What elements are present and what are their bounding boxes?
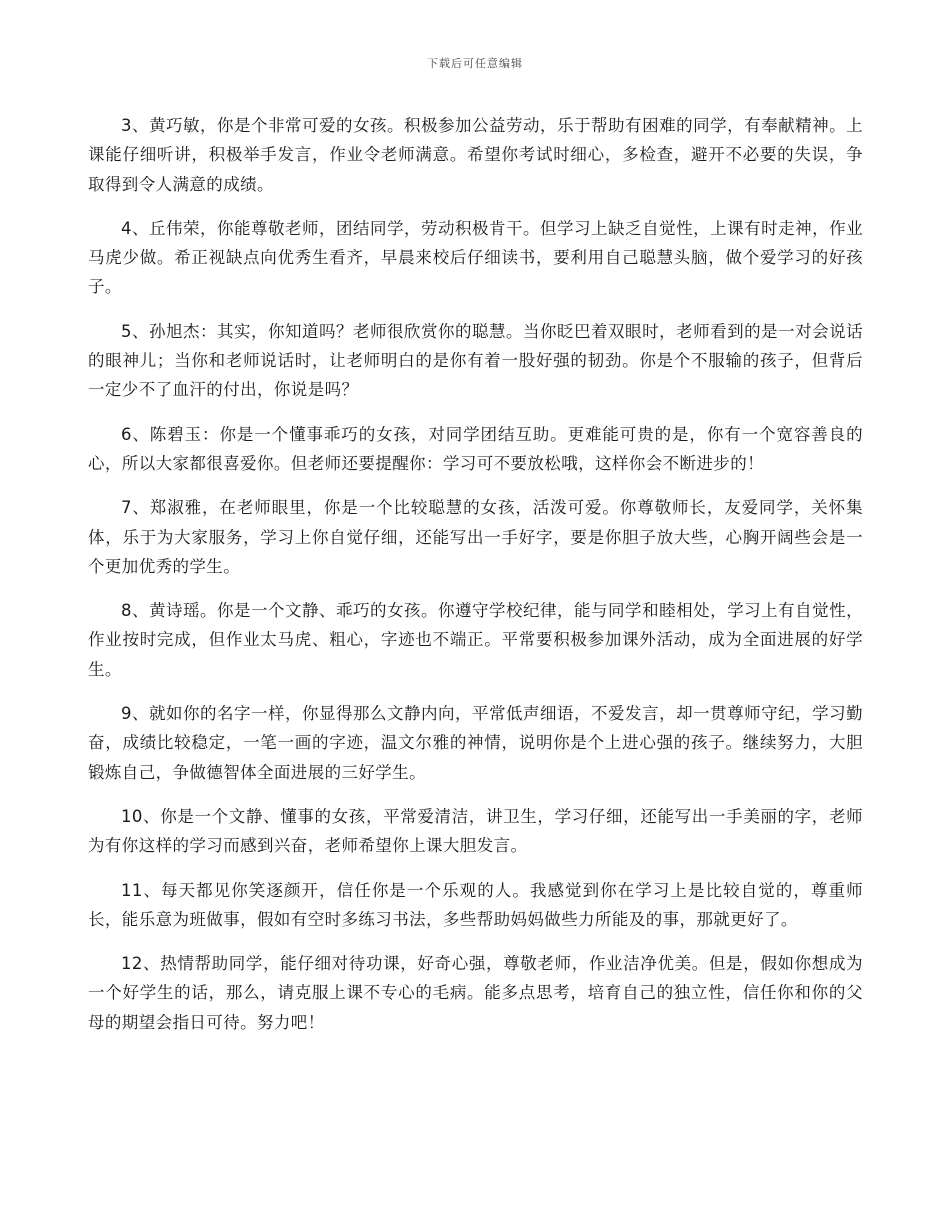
paragraph-comment-6: 6、陈碧玉：你是一个懂事乖巧的女孩，对同学团结互助。更难能可贵的是，你有一个宽容善良的心，所以大家都很喜爱你。但老师还要提醒你：学习可不要放松哦，这样你会不断进步的！ (88, 424, 863, 473)
paragraph-comment-9: 9、就如你的名字一样，你显得那么文静内向，平常低声细语，不爱发言，却一贯尊师守纪，学习勤奋，成绩比较稳定，一笔一画的字迹，温文尔雅的神情，说明你是个上进心强的孩子。继续努力，大胆锻炼自己，争做德智体全面进展的三好学生。 (88, 704, 863, 782)
page-header-note: 下载后可任意编辑 (427, 57, 523, 70)
paragraph-comment-8: 8、黄诗瑶。你是一个文静、乖巧的女孩。你遵守学校纪律，能与同学和睦相处，学习上有自觉性，作业按时完成，但作业太马虎、粗心，字迹也不端正。平常要积极参加课外活动，成为全面进展的好学生。 (88, 601, 863, 679)
paragraph-comment-5: 5、孙旭杰：其实，你知道吗？老师很欣赏你的聪慧。当你眨巴着双眼时，老师看到的是一对会说话的眼神儿；当你和老师说话时，让老师明白的是你有着一股好强的韧劲。你是个不服输的孩子，但背后一定少不了血汗的付出，你说是吗？ (88, 321, 863, 400)
document-body (88, 111, 863, 1052)
paragraph-comment-11: 11、每天都见你笑逐颜开，信任你是一个乐观的人。我感觉到你在学习上是比较自觉的，尊重师长，能乐意为班做事，假如有空时多练习书法，多些帮助妈妈做些力所能及的事，那就更好了。 (88, 880, 863, 929)
paragraph-comment-7: 7、郑淑雅，在老师眼里，你是一个比较聪慧的女孩，活泼可爱。你尊敬师长，友爱同学，关怀集体，乐于为大家服务，学习上你自觉仔细，还能写出一手好字，要是你胆子放大些，心胸开阔些会是一个更加优秀的学生。 (88, 498, 863, 576)
paragraph-comment-4: 4、丘伟荣，你能尊敬老师，团结同学，劳动积极肯干。但学习上缺乏自觉性，上课有时走神，作业马虎少做。希正视缺点向优秀生看齐，早晨来校后仔细读书，要利用自己聪慧头脑，做个爱学习的好孩子。 (88, 218, 863, 297)
paragraph-comment-3: 3、黄巧敏，你是个非常可爱的女孩。积极参加公益劳动，乐于帮助有困难的同学，有奉献精神。上课能仔细听讲，积极举手发言，作业令老师满意。希望你考试时细心，多检查，避开不必要的失误，争取得到令人满意的成绩。 (88, 116, 863, 194)
paragraph-comment-12: 12、热情帮助同学，能仔细对待功课，好奇心强，尊敬老师，作业洁净优美。但是，假如你想成为一个好学生的话，那么，请克服上课不专心的毛病。能多点思考，培育自己的独立性，信任你和你的父母的期望会指日可待。努力吧！ (88, 954, 863, 1032)
paragraph-comment-10: 10、你是一个文静、懂事的女孩，平常爱清洁，讲卫生，学习仔细，还能写出一手美丽的字，老师为有你这样的学习而感到兴奋，老师希望你上课大胆发言。 (88, 806, 863, 856)
